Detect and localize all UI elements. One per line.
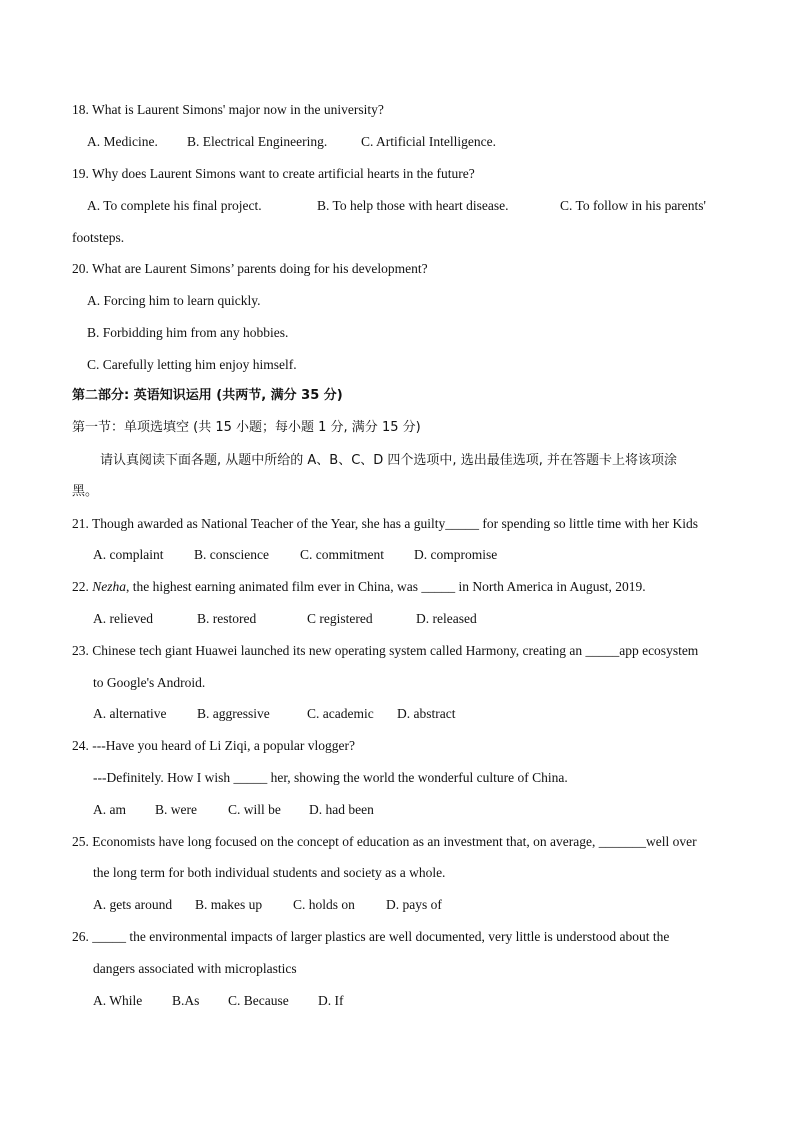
q19-option-c-continued: footsteps. xyxy=(72,230,125,245)
q22-option-a: A. relieved xyxy=(93,611,153,626)
q20-option-b: B. Forbidding him from any hobbies. xyxy=(87,325,289,340)
question-23-stem-continued: to Google's Android. xyxy=(93,675,206,690)
question-26-stem-continued: dangers associated with microplastics xyxy=(93,961,297,976)
q24-option-c: C. will be xyxy=(228,802,281,817)
q19-option-b: B. To help those with heart disease. xyxy=(317,198,509,213)
q20-option-c: C. Carefully letting him enjoy himself. xyxy=(87,357,297,372)
q18-option-a: A. Medicine. xyxy=(87,134,158,149)
instruction-line-1: 请认真阅读下面各题, 从题中所给的 A、B、C、D 四个选项中, 选出最佳选项, 并在答题卡上将该项涂 xyxy=(100,453,677,468)
question-26-stem: 26. _____ the environmental impacts of larger plastics are well documented, very little is understood about the xyxy=(72,929,670,944)
q23-option-a: A. alternative xyxy=(93,706,167,721)
q26-option-d: D. If xyxy=(318,993,344,1008)
question-21-stem: 21. Though awarded as National Teacher of the Year, she has a guilty_____ for spending so little time with her Kids xyxy=(72,516,699,531)
q24-option-b: B. were xyxy=(155,802,197,817)
q22-stem-rest: , the highest earning animated film ever in China, was _____ in North America in August, 2019. xyxy=(126,579,646,594)
q24-option-a: A. am xyxy=(93,802,126,817)
q23-option-b: B. aggressive xyxy=(197,706,270,721)
question-24-line-1: 24. ---Have you heard of Li Ziqi, a popular vlogger? xyxy=(72,738,356,753)
q25-option-b: B. makes up xyxy=(195,897,263,912)
q20-option-a: A. Forcing him to learn quickly. xyxy=(87,293,261,308)
q21-option-d: D. compromise xyxy=(414,547,498,562)
q23-option-d: D. abstract xyxy=(397,706,456,721)
question-19-stem: 19. Why does Laurent Simons want to create artificial hearts in the future? xyxy=(72,166,475,181)
question-18-stem: 18. What is Laurent Simons' major now in the university? xyxy=(72,102,384,117)
question-20-stem: 20. What are Laurent Simons’ parents doing for his development? xyxy=(72,261,428,276)
q22-option-b: B. restored xyxy=(197,611,257,626)
q22-film-title: Nezha xyxy=(92,579,126,594)
question-22-stem xyxy=(72,578,646,596)
q25-option-a: A. gets around xyxy=(93,897,173,912)
q25-option-d: D. pays of xyxy=(386,897,442,912)
question-24-line-2: ---Definitely. How I wish _____ her, showing the world the wonderful culture of China. xyxy=(93,770,568,785)
question-25-stem: 25. Economists have long focused on the concept of education as an investment that, on average, _______well over xyxy=(72,834,697,849)
q22-option-d: D. released xyxy=(416,611,477,626)
q25-option-c: C. holds on xyxy=(293,897,355,912)
question-23-stem: 23. Chinese tech giant Huawei launched its new operating system called Harmony, creating an _____app ecosystem xyxy=(72,643,699,658)
q22-option-c: C registered xyxy=(307,611,373,626)
q26-option-a: A. While xyxy=(93,993,143,1008)
q23-option-c: C. academic xyxy=(307,706,374,721)
q24-option-d: D. had been xyxy=(309,802,374,817)
part-2-heading: 第二部分: 英语知识运用 (共两节, 满分 35 分) xyxy=(72,388,343,403)
q21-option-c: C. commitment xyxy=(300,547,384,562)
q18-option-c: C. Artificial Intelligence. xyxy=(361,134,496,149)
q19-option-a: A. To complete his final project. xyxy=(87,198,262,213)
q26-option-c: C. Because xyxy=(228,993,289,1008)
instruction-line-2: 黑。 xyxy=(72,484,99,499)
q19-option-c: C. To follow in his parents' xyxy=(560,198,706,213)
question-25-stem-continued: the long term for both individual students and society as a whole. xyxy=(93,865,446,880)
q21-option-b: B. conscience xyxy=(194,547,269,562)
q22-number: 22. xyxy=(72,579,89,594)
section-1-heading: 第一节：单项选填空 (共 15 小题；每小题 1 分, 满分 15 分) xyxy=(72,420,421,435)
q18-option-b: B. Electrical Engineering. xyxy=(187,134,328,149)
q26-option-b: B.As xyxy=(172,993,200,1008)
q21-option-a: A. complaint xyxy=(93,547,164,562)
